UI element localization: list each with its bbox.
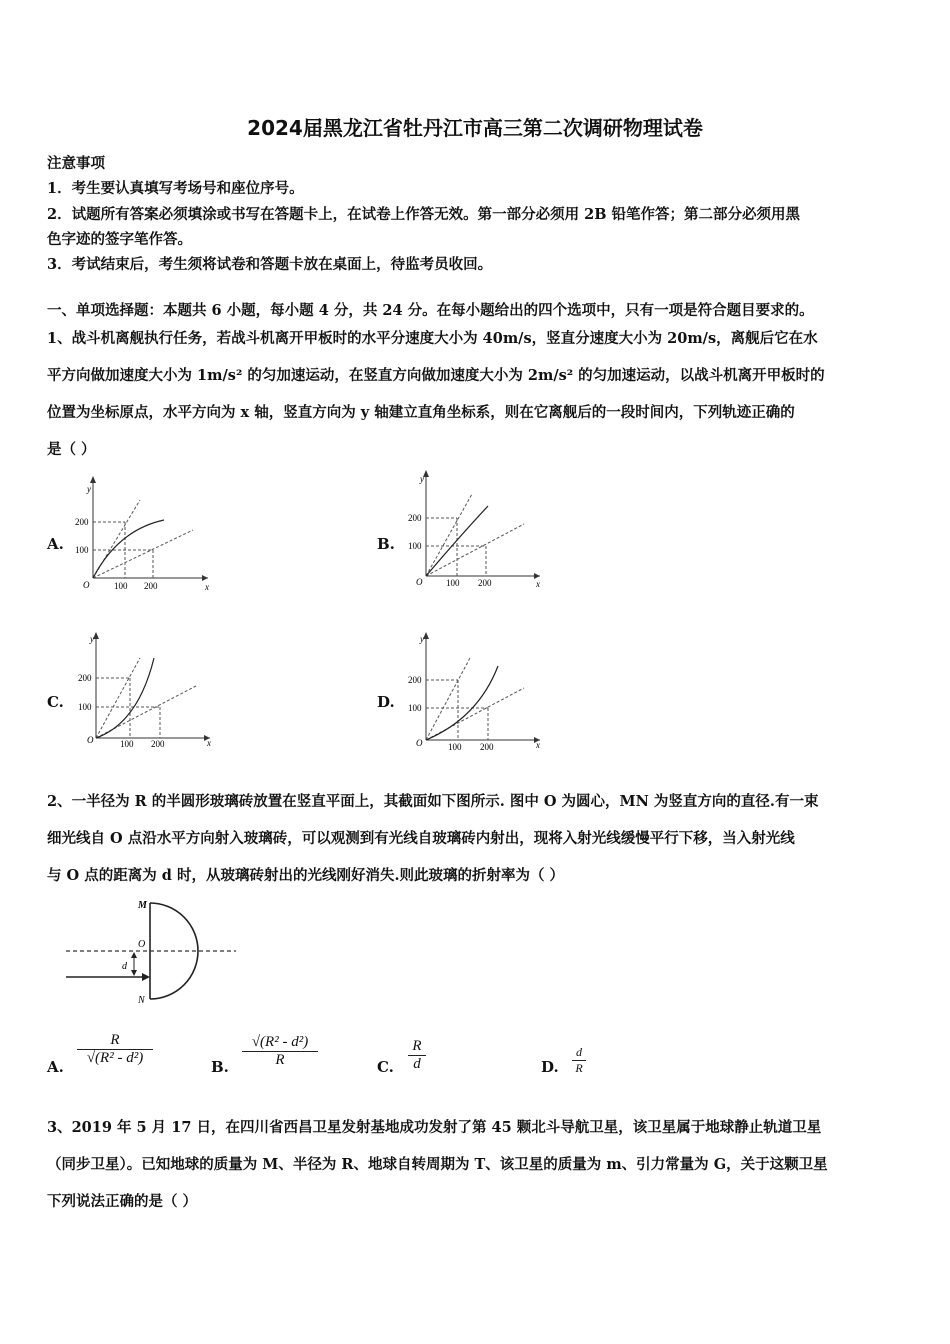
q2-option-a-num: R: [110, 1032, 120, 1048]
q2-option-b-num: √(R² - d²): [251, 1034, 309, 1050]
graph-b-ylabel: y: [420, 474, 424, 484]
q1-option-a-label: A.: [47, 535, 64, 553]
q2-glass-figure: [60, 895, 240, 1010]
graph-c-ytick-200: 200: [78, 673, 92, 683]
q2-option-d-fraction: [572, 1045, 586, 1076]
page-title: 2024届黑龙江省牡丹江市高三第二次调研物理试卷: [247, 116, 703, 140]
graph-d-xlabel: x: [536, 740, 540, 750]
notice-item-1: 1．考生要认真填写考场号和座位序号。: [47, 180, 304, 197]
notice-heading: 注意事项: [47, 155, 105, 172]
notice-item-2-cont: 色字迹的签字笔作答。: [47, 231, 192, 248]
q1-line-1: 1、战斗机离舰执行任务，若战斗机离开甲板时的水平分速度大小为 40m/s，竖直分速度大小为 20m/s，离舰后它在水: [47, 330, 818, 347]
label-d: d: [122, 961, 127, 972]
q1-option-b-label: B.: [377, 535, 395, 553]
graph-b-ytick-200: 200: [408, 513, 422, 523]
graph-a-ylabel: y: [87, 484, 91, 494]
q3-line-1: 3、2019 年 5 月 17 日，在四川省西昌卫星发射基地成功发射了第 45 颗北斗导航卫星，该卫星属于地球静止轨道卫星: [47, 1119, 822, 1136]
q2-option-c-den: d: [413, 1056, 421, 1072]
q2-option-c-label: C.: [377, 1058, 394, 1076]
notice-item-3: 3．考试结束后，考生须将试卷和答题卡放在桌面上，待监考员收回。: [47, 256, 493, 273]
graph-c-ylabel: y: [90, 634, 94, 644]
q1-line-4: 是（ ）: [47, 441, 96, 458]
q2-option-b-den: R: [275, 1052, 285, 1068]
graph-a-ytick-200: 200: [75, 517, 89, 527]
q1-line-2: 平方向做加速度大小为 1m/s² 的匀加速运动，在竖直方向做加速度大小为 2m/s² 的匀加速运动，以战斗机离开甲板时的: [47, 367, 825, 384]
q2-option-a-fraction: [77, 1032, 153, 1067]
graph-b-xtick-100: 100: [446, 578, 460, 588]
label-n: N: [138, 995, 145, 1006]
graph-c-xtick-100: 100: [120, 739, 134, 749]
q1-graph-b: [402, 466, 547, 592]
graph-b-ytick-100: 100: [408, 541, 422, 551]
graph-d-ytick-100: 100: [408, 703, 422, 713]
q2-line-1: 2、一半径为 R 的半圆形玻璃砖放置在竖直平面上，其截面如下图所示. 图中 O 为圆心，MN 为竖直方向的直径.有一束: [47, 793, 819, 810]
q2-option-d-den: R: [575, 1061, 583, 1075]
graph-d-ytick-200: 200: [408, 675, 422, 685]
graph-c-origin: O: [87, 735, 94, 745]
q2-option-b-fraction: [242, 1034, 318, 1069]
q1-graph-c: [78, 628, 218, 754]
graph-c-ytick-100: 100: [78, 702, 92, 712]
graph-b-origin: O: [416, 577, 423, 587]
section-heading: 一、单项选择题：本题共 6 小题，每小题 4 分，共 24 分。在每小题给出的四个选项中，只有一项是符合题目要求的。: [47, 302, 814, 319]
q2-option-d-num: d: [576, 1045, 582, 1059]
q2-option-d-label: D.: [541, 1058, 559, 1076]
q2-option-b-label: B.: [211, 1058, 229, 1076]
q2-option-a-label: A.: [47, 1058, 64, 1076]
notice-item-2: 2．试题所有答案必须填涂或书写在答题卡上，在试卷上作答无效。第一部分必须用 2B 铅笔作答；第二部分必须用黑: [47, 206, 801, 223]
graph-a-xtick-200: 200: [144, 581, 158, 591]
q1-option-c-label: C.: [47, 693, 64, 711]
graph-d-ylabel: y: [420, 634, 424, 644]
q2-line-3: 与 O 点的距离为 d 时，从玻璃砖射出的光线刚好消失.则此玻璃的折射率为（ ）: [47, 867, 565, 884]
graph-b-xlabel: x: [536, 579, 540, 589]
q3-line-2: （同步卫星）。已知地球的质量为 M、半径为 R、地球自转周期为 T、该卫星的质量为 m、引力常量为 G，关于这颗卫星: [47, 1156, 828, 1173]
graph-a-origin: O: [83, 580, 90, 590]
graph-b-xtick-200: 200: [478, 578, 492, 588]
q2-option-c-num: R: [412, 1038, 422, 1054]
q2-option-a-den: √(R² - d²): [86, 1050, 144, 1066]
graph-c-xlabel: x: [207, 738, 211, 748]
graph-d-xtick-100: 100: [448, 742, 462, 752]
graph-a-xlabel: x: [205, 582, 209, 592]
q2-option-c-fraction: [408, 1038, 426, 1073]
label-o: O: [138, 939, 146, 950]
q1-option-d-label: D.: [377, 693, 395, 711]
label-m: M: [138, 900, 147, 911]
graph-a-xtick-100: 100: [114, 581, 128, 591]
graph-a-ytick-100: 100: [75, 545, 89, 555]
graph-d-xtick-200: 200: [480, 742, 494, 752]
q2-line-2: 细光线自 O 点沿水平方向射入玻璃砖，可以观测到有光线自玻璃砖内射出，现将入射光线缓慢平行下移，当入射光线: [47, 830, 795, 847]
q3-line-3: 下列说法正确的是（ ）: [47, 1193, 198, 1210]
graph-d-origin: O: [416, 738, 423, 748]
q1-graph-a: [75, 470, 218, 596]
graph-c-xtick-200: 200: [151, 739, 165, 749]
q1-graph-d: [402, 628, 547, 754]
q1-line-3: 位置为坐标原点，水平方向为 x 轴，竖直方向为 y 轴建立直角坐标系，则在它离舰后的一段时间内，下列轨迹正确的: [47, 404, 795, 421]
